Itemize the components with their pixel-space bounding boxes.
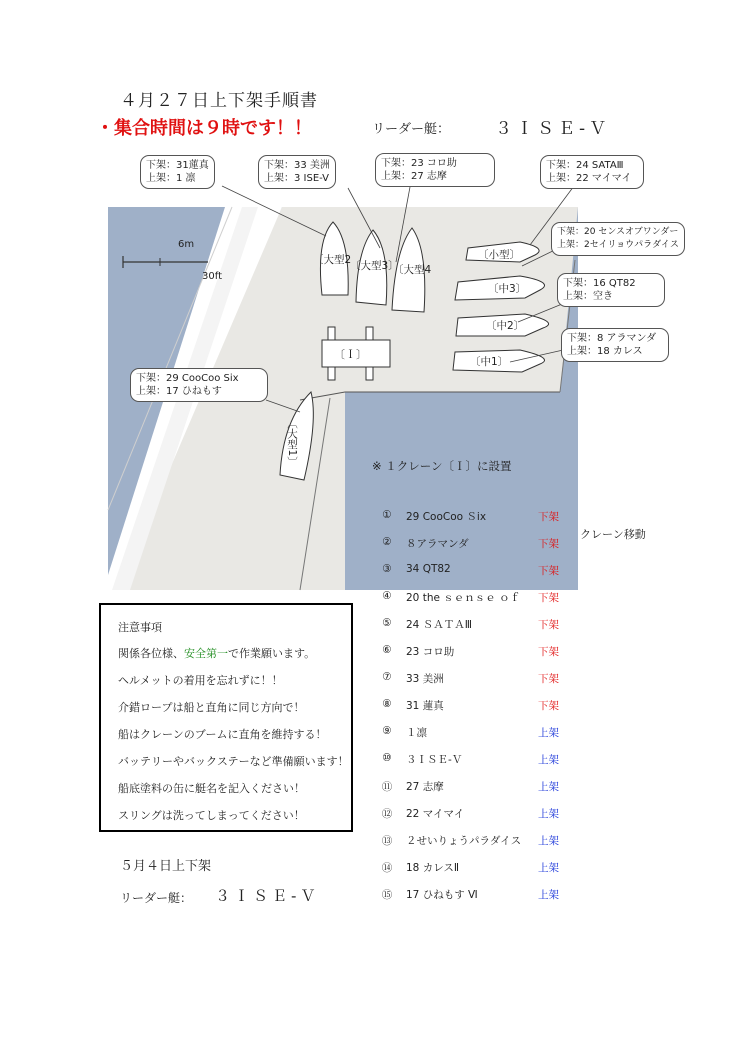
precaution-line: 船底塗料の缶に艇名を記入ください！ [118,782,305,795]
callout-large4 [375,153,495,187]
step-action: 上架 [538,835,559,847]
step-action: 上架 [538,781,559,793]
precautions-box [99,603,353,832]
boat-label-mid3: 〔中3〕 [488,283,527,295]
precautions-heading: 注意事項 [118,621,162,634]
page-title: ４月２７日上下架手順書 [120,91,318,111]
leader-boat-name: ３ＩＳＥ-Ｖ [495,119,611,139]
step-boat: ８アラマンダ [406,538,469,550]
meeting-time-notice: ・集合時間は９時です！！ [96,118,312,139]
callout-up-text: 上架：22 マイマイ [546,173,632,184]
step-boat: 18 カレスⅡ [406,862,460,874]
crane-setup-note: ※ １クレーン〔Ｉ〕に設置 [372,459,512,473]
boat-label-small: 〔小型〕 [478,249,520,261]
safety-first-text: 安全第一 [184,647,228,660]
step-action: 下架 [538,565,559,577]
boat-label-large1: 〔大型1〕 [286,418,298,467]
step-boat: ２せいりょうパラダイス [406,835,522,847]
step-action: 下架 [538,700,559,712]
scale-bottom-label: 30ft [202,271,222,282]
precaution-line: スリングは洗ってしまってください！ [118,809,305,822]
leader-boat-label: リーダー艇： [372,122,451,137]
boat-label-mid2: 〔中2〕 [486,320,525,332]
step-boat: 23 コロ助 [406,646,455,658]
boat-label-large4: 〔大型4 [393,264,432,276]
precaution-line: バッテリーやバックステーなど準備願います！ [118,755,349,768]
step-action: 上架 [538,754,559,766]
step-boat: 20 the ｓｅｎｓｅ ｏｆ [406,592,521,604]
precaution-safety: 関係各位様、安全第一で作業願います。 [118,647,316,660]
callout-up-text: 上架：18 カレス [567,346,643,357]
callout-large3 [258,155,336,189]
callout-down-text: 下架：8 アラマンダ [567,333,657,344]
callout-down-text: 下架：16 QT82 [563,278,636,289]
step-action: 上架 [538,727,559,739]
callout-down-text: 下架：31蓮真 [146,160,209,171]
step-boat: 29 CooCoo Ｓix [406,511,487,523]
callout-down-text: 下架：20 センスオブワンダー [557,227,679,237]
step-action: 下架 [538,619,559,631]
may-leader-name: ３ＩＳＥ-Ｖ [215,887,320,905]
callout-down-text: 下架：24 SATAⅢ [546,160,624,171]
callout-up-text: 上架：27 志摩 [381,171,447,182]
precaution-line: ヘルメットの着用を忘れずに！！ [118,674,283,687]
boat-label-large2: 〔大型2 [313,254,352,266]
step-boat: 33 美洲 [406,673,444,685]
crane-move-note: クレーン移動 [580,528,646,541]
may-section-title: ５月４日上下架 [120,859,212,874]
callout-mid1 [561,328,669,362]
step-action: 下架 [538,538,559,550]
callout-up-text: 上架：3 ISE-V [264,173,330,184]
callout-small [540,155,644,189]
step-action: 下架 [538,511,559,523]
callout-up-text: 上架：1 凛 [146,173,196,184]
step-boat: ３ＩＳＥ-Ｖ [406,754,463,766]
precaution-line: 船はクレーンのブームに直角を維持する！ [118,728,327,741]
step-boat: 34 QT82 [406,563,451,575]
callout-up-text: 上架：2セイリョウパラダイス [557,240,679,250]
callout-large1 [130,368,268,402]
boat-label-mid1: 〔中1〕 [470,356,509,368]
step-boat: １凛 [406,727,427,739]
step-boat: 17 ひねもす Ⅵ [406,889,478,901]
step-action: 下架 [538,673,559,685]
callout-down-text: 下架：29 CooCoo Six [136,373,239,384]
step-boat: 27 志摩 [406,781,444,793]
callout-large2 [140,155,215,189]
callout-down-text: 下架：33 美洲 [264,160,330,171]
callout-up-text: 上架：17 ひねもす [136,386,222,397]
callout-up-text: 上架：空き [563,291,613,302]
step-boat: 22 マイマイ [406,808,465,820]
step-action: 下架 [538,646,559,658]
step-action: 上架 [538,862,559,874]
callout-mid2 [557,273,665,307]
may-leader-label: リーダー艇： [120,891,193,905]
step-boat: 24 ＳＡＴＡⅢ [406,619,472,631]
callout-mid3 [551,222,685,256]
callout-down-text: 下架：23 コロ助 [381,158,457,169]
step-boat: 31 蓮真 [406,700,444,712]
precaution-line: 介錯ロープは船と直角に同じ方向で！ [118,701,305,714]
crane-label: 〔Ｉ〕 [334,348,367,361]
boat-label-large3: 〔大型3〕 [350,260,399,272]
step-action: 下架 [538,592,559,604]
step-action: 上架 [538,808,559,820]
scale-top-label: 6m [178,239,195,250]
step-action: 上架 [538,889,559,901]
